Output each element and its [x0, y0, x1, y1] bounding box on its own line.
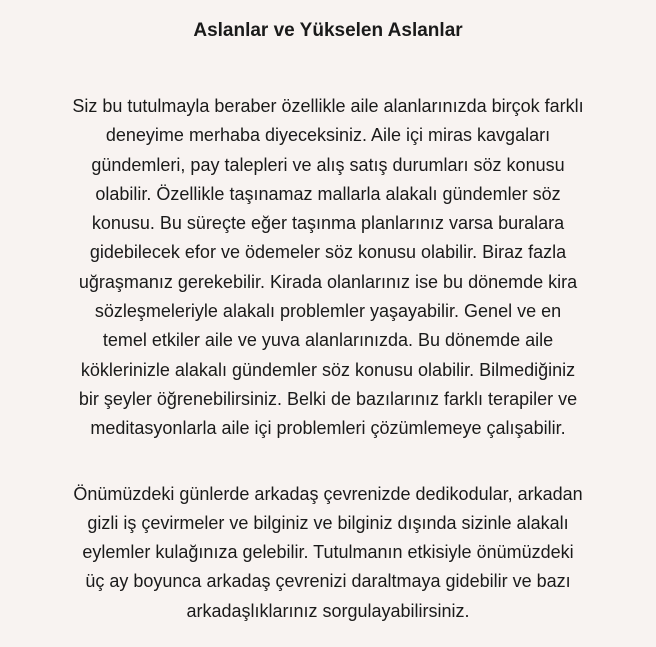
text-line: sözleşmeleriyle alakalı problemler yaşayabilir. Genel ve en: [94, 301, 562, 322]
text-line: konusu. Bu süreçte eğer taşınma planlarınız varsa buralara: [91, 213, 565, 234]
text-line: temel etkiler aile ve yuva alanlarınızda. Bu dönemde aile: [102, 330, 554, 351]
text-line: üç ay boyunca arkadaş çevrenizi daraltmaya gidebilir ve bazı: [85, 571, 571, 592]
text-line: gizli iş çevirmeler ve bilginiz ve bilginiz dışında sizinle alakalı: [87, 512, 569, 533]
text-line: Önümüzdeki günlerde arkadaş çevrenizde dedikodular, arkadan: [73, 483, 583, 504]
text-line: gündemleri, pay talepleri ve alış satış durumları söz konusu: [91, 154, 565, 175]
text-line: bir şeyler öğrenebilirsiniz. Belki de bazılarınız farklı terapiler ve: [78, 388, 578, 409]
text-line: gidebilecek efor ve ödemeler söz konusu olabilir. Biraz fazla: [89, 242, 567, 263]
text-line: köklerinizle alakalı gündemler söz konusu olabilir. Bilmediğiniz: [80, 359, 576, 380]
text-line: uğraşmanız gerekebilir. Kirada olanlarınız ise bu dönemde kira: [78, 271, 578, 292]
text-line: eylemler kulağınıza gelebilir. Tutulmanın etkisiyle önümüzdeki: [82, 542, 574, 563]
text-line: meditasyonlarla aile içi problemleri çözümlemeye çalışabilir.: [90, 418, 566, 439]
paragraph-1: [0, 92, 656, 444]
text-line: Siz bu tutulmayla beraber özellikle aile alanlarınızda birçok farklı: [72, 96, 584, 116]
page-title: Aslanlar ve Yükselen Aslanlar: [193, 20, 463, 41]
text-line: olabilir. Özellikle taşınamaz mallarla alakalı gündemler söz: [95, 183, 561, 204]
text-line: arkadaşlıklarınız sorgulayabilirsiniz.: [186, 600, 470, 621]
paragraph-2: [0, 480, 656, 626]
text-line: deneyime merhaba diyeceksiniz. Aile içi miras kavgaları: [105, 125, 551, 146]
